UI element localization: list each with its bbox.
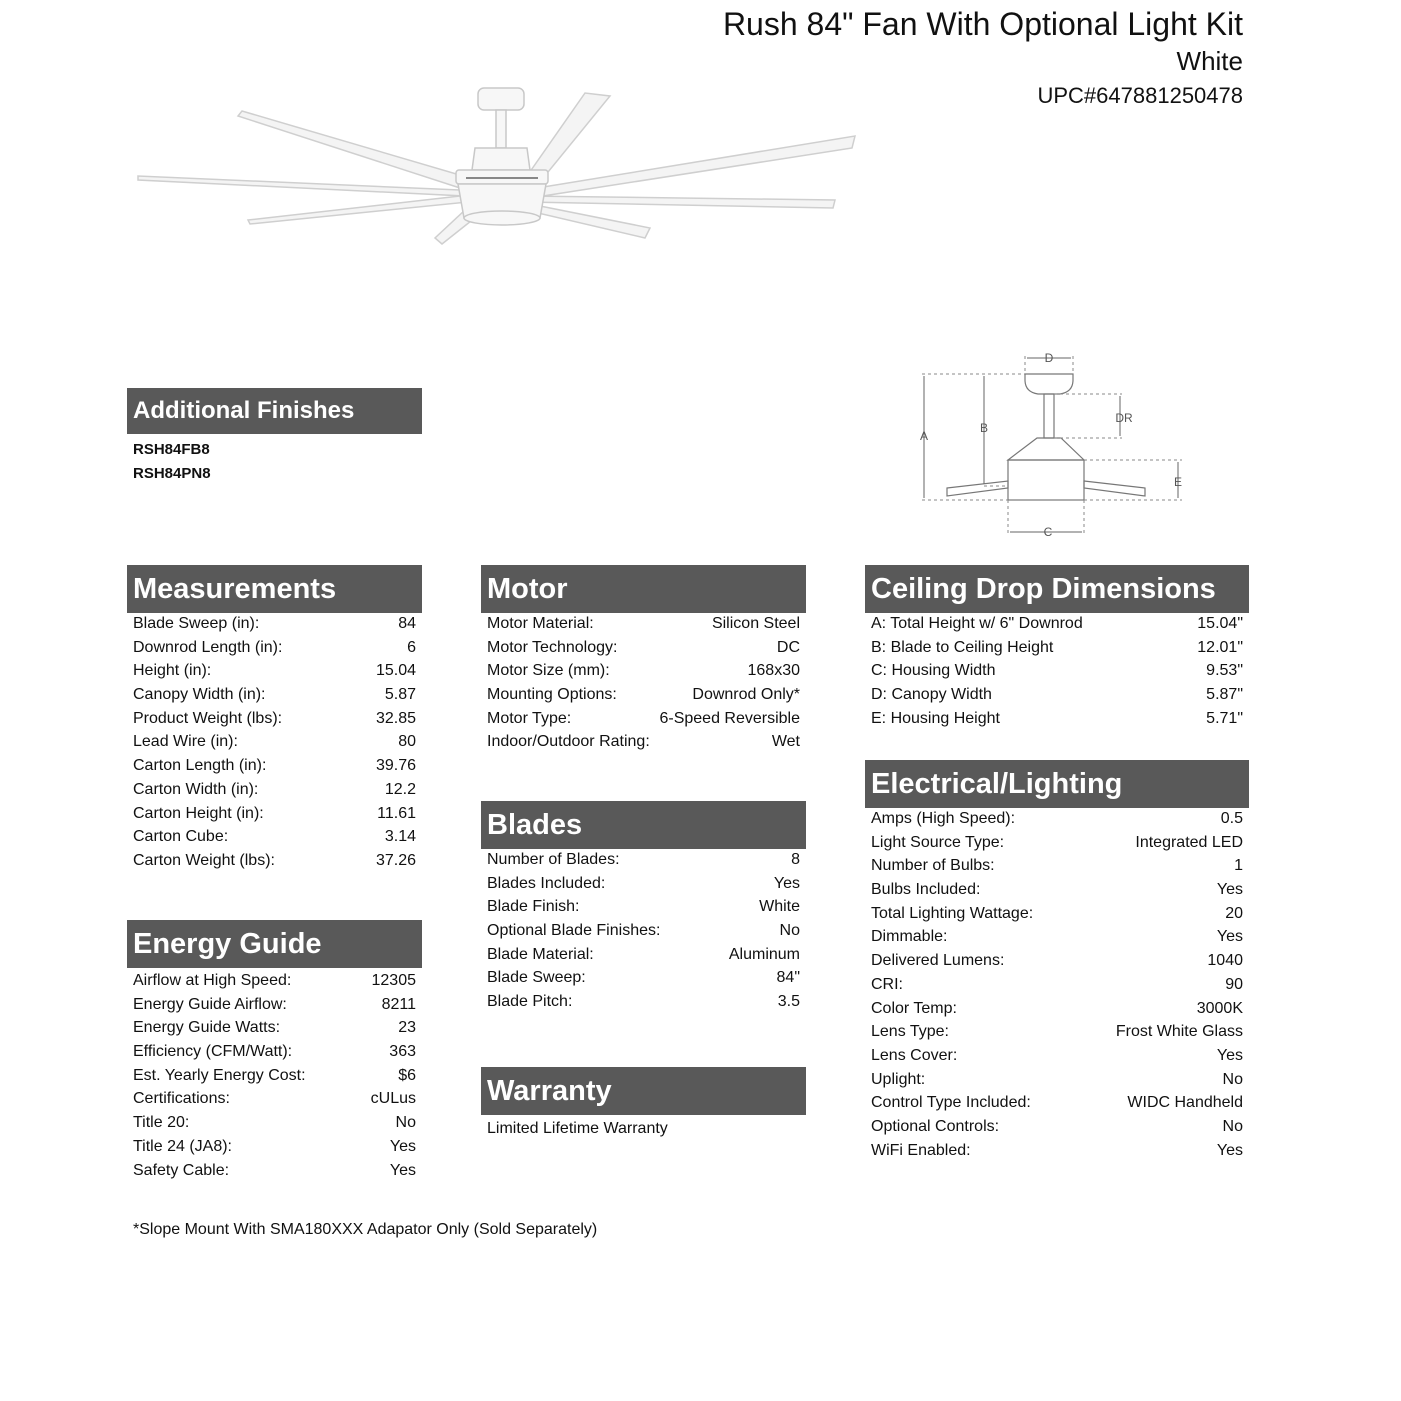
table-row [481, 636, 806, 660]
row-label: Carton Weight (lbs): [133, 851, 275, 869]
row-value: 84 [398, 615, 416, 632]
row-label: Safety Cable: [133, 1161, 230, 1179]
row-label: Blade Finish: [487, 898, 580, 916]
row-label: Bulbs Included: [871, 881, 981, 899]
row-value: cULus [370, 1090, 416, 1108]
product-finish: White [1176, 46, 1243, 76]
table-row [481, 707, 806, 731]
diagram-label-a: A [919, 429, 929, 443]
table-row [127, 707, 422, 731]
row-value: 5.71" [1206, 709, 1243, 727]
row-value: Integrated LED [1135, 833, 1243, 851]
row-label: Product Weight (lbs): [133, 709, 283, 727]
row-label: Certifications: [133, 1090, 230, 1108]
table-row [127, 1064, 422, 1088]
ceiling-drop-header: Ceiling Drop Dimensions [865, 565, 1249, 613]
table-row [481, 943, 806, 967]
row-value: Yes [389, 1161, 416, 1179]
row-label: Total Lighting Wattage: [871, 904, 1034, 922]
row-label: Energy Guide Watts: [133, 1019, 281, 1037]
row-value: Wet [771, 733, 800, 751]
additional-finishes-list [127, 438, 211, 486]
table-row [481, 872, 806, 896]
row-value: Yes [1216, 1046, 1243, 1064]
row-label: D: Canopy Width [871, 686, 992, 704]
table-row [865, 831, 1249, 855]
diagram-label-e: E [1173, 475, 1183, 489]
row-value: 8211 [381, 995, 416, 1013]
table-row [481, 612, 806, 636]
table-row [865, 1115, 1249, 1139]
table-row [865, 707, 1249, 731]
electrical-table [865, 807, 1249, 1162]
row-label: Optional Blade Finishes: [487, 922, 661, 940]
row-label: Motor Technology: [487, 638, 618, 656]
row-label: Number of Blades: [487, 851, 620, 868]
row-label: CRI: [871, 975, 903, 993]
table-row [865, 854, 1249, 878]
row-label: Mounting Options: [487, 686, 617, 704]
table-row [865, 807, 1249, 831]
table-row [865, 1020, 1249, 1044]
table-row [865, 902, 1249, 926]
row-value: 20 [1225, 904, 1243, 922]
table-row [127, 969, 422, 993]
table-row [127, 825, 422, 849]
table-row [127, 612, 422, 636]
measurements-header: Measurements [127, 565, 422, 613]
row-value: 37.26 [375, 851, 416, 869]
row-value: No [395, 1114, 416, 1132]
row-value: Yes [773, 874, 800, 892]
row-label: Amps (High Speed): [871, 810, 1016, 827]
row-label: A: Total Height w/ 6" Downrod [871, 615, 1083, 632]
measurements-table [127, 612, 422, 873]
row-value: No [1222, 1070, 1243, 1088]
row-value: 80 [398, 733, 416, 751]
row-label: Lens Cover: [871, 1046, 958, 1064]
row-label: Delivered Lumens: [871, 952, 1005, 970]
table-row [865, 683, 1249, 707]
row-value: Yes [1216, 1141, 1243, 1159]
row-value: 8 [791, 851, 800, 868]
electrical-header: Electrical/Lighting [865, 760, 1249, 808]
table-row [865, 659, 1249, 683]
row-label: Blade Sweep (in): [133, 615, 260, 632]
row-label: WiFi Enabled: [871, 1141, 971, 1159]
motor-table [481, 612, 806, 754]
row-label: Dimmable: [871, 928, 948, 946]
table-row [127, 1135, 422, 1159]
row-value: 11.61 [377, 804, 416, 822]
row-value: 0.5 [1220, 810, 1243, 827]
row-value: 23 [398, 1019, 416, 1037]
table-row [127, 778, 422, 802]
footnote: *Slope Mount With SMA180XXX Adapator Only (Sold Separately) [133, 1221, 598, 1238]
row-label: Motor Size (mm): [487, 662, 610, 680]
table-row [127, 1087, 422, 1111]
table-row [481, 683, 806, 707]
row-value: WIDC Handheld [1127, 1094, 1243, 1112]
product-upc: UPC#647881250478 [1037, 83, 1243, 108]
row-value: 12.01" [1197, 638, 1243, 656]
row-value: 90 [1225, 975, 1243, 993]
ceiling-drop-diagram [912, 348, 1202, 548]
row-label: Title 20: [133, 1114, 190, 1132]
table-row [481, 966, 806, 990]
table-row [127, 1040, 422, 1064]
row-label: Indoor/Outdoor Rating: [487, 733, 650, 751]
table-row [865, 1044, 1249, 1068]
table-row [865, 973, 1249, 997]
row-label: Optional Controls: [871, 1117, 1000, 1135]
row-label: Motor Type: [487, 709, 572, 727]
table-row [481, 848, 806, 872]
row-label: Lens Type: [871, 1023, 949, 1041]
row-label: Carton Width (in): [133, 780, 259, 798]
row-value: 9.53" [1206, 662, 1243, 680]
row-value: 6 [407, 638, 416, 656]
table-row [127, 659, 422, 683]
table-row [865, 878, 1249, 902]
row-value: 5.87 [384, 686, 416, 704]
row-label: Number of Bulbs: [871, 857, 995, 875]
row-value: 6-Speed Reversible [659, 709, 800, 727]
table-row [865, 997, 1249, 1021]
row-label: Carton Length (in): [133, 757, 267, 775]
table-row [127, 1159, 422, 1183]
warranty-header: Warranty [481, 1067, 806, 1115]
ceiling-drop-table [865, 612, 1249, 730]
row-value: 168x30 [747, 662, 800, 680]
diagram-label-d: D [1044, 351, 1054, 365]
row-value: 12305 [371, 972, 416, 989]
ceiling-fan-image [130, 78, 860, 258]
table-row [127, 993, 422, 1017]
row-label: Lead Wire (in): [133, 733, 238, 751]
table-row [127, 1111, 422, 1135]
table-row [865, 1139, 1249, 1163]
row-label: Blades Included: [487, 874, 606, 892]
table-row [865, 1091, 1249, 1115]
table-row [865, 612, 1249, 636]
row-value: 84" [776, 969, 800, 987]
row-value: 3000K [1196, 999, 1243, 1017]
row-label: Light Source Type: [871, 833, 1005, 851]
row-label: Canopy Width (in): [133, 686, 266, 704]
row-value: Yes [1216, 881, 1243, 899]
row-value: 1040 [1207, 952, 1243, 970]
table-row [865, 1068, 1249, 1092]
table-row [127, 802, 422, 826]
warranty-text: Limited Lifetime Warranty [487, 1120, 668, 1137]
row-label: Airflow at High Speed: [133, 972, 292, 989]
row-label: B: Blade to Ceiling Height [871, 638, 1054, 656]
table-row [127, 754, 422, 778]
row-label: Carton Height (in): [133, 804, 264, 822]
blades-header: Blades [481, 801, 806, 849]
additional-finishes-header: Additional Finishes [127, 388, 422, 434]
row-value: Yes [1216, 928, 1243, 946]
row-value: 39.76 [375, 757, 416, 775]
row-label: Motor Material: [487, 615, 594, 632]
table-row [127, 636, 422, 660]
energy-guide-table [127, 969, 422, 1182]
diagram-label-b: B [979, 421, 989, 435]
row-label: Blade Pitch: [487, 993, 573, 1011]
table-row [127, 1016, 422, 1040]
row-value: 15.04" [1197, 615, 1243, 632]
finish-item: RSH84FB8 [133, 441, 210, 458]
row-value: 12.2 [384, 780, 416, 798]
row-label: Uplight: [871, 1070, 926, 1088]
row-label: Color Temp: [871, 999, 957, 1017]
row-value: 1 [1234, 857, 1243, 875]
row-label: Efficiency (CFM/Watt): [133, 1043, 293, 1061]
row-label: Title 24 (JA8): [133, 1137, 232, 1155]
row-value: 5.87" [1206, 686, 1243, 704]
row-value: Yes [389, 1137, 416, 1155]
row-value: Aluminum [728, 945, 800, 963]
row-value: White [759, 898, 800, 916]
row-value: 363 [389, 1043, 416, 1061]
table-row [481, 730, 806, 754]
row-value: No [1222, 1117, 1243, 1135]
table-row [481, 659, 806, 683]
row-label: E: Housing Height [871, 709, 1000, 727]
table-row [127, 730, 422, 754]
diagram-label-dr: DR [1115, 411, 1133, 425]
finish-item: RSH84PN8 [133, 465, 211, 482]
table-row [481, 919, 806, 943]
motor-header: Motor [481, 565, 806, 613]
row-value: 32.85 [375, 709, 416, 727]
row-value: $6 [398, 1066, 416, 1084]
table-row [865, 925, 1249, 949]
table-row [127, 849, 422, 873]
table-row [481, 990, 806, 1014]
table-row [127, 683, 422, 707]
row-label: Control Type Included: [871, 1094, 1031, 1112]
row-value: No [779, 922, 800, 940]
energy-guide-header: Energy Guide [127, 920, 422, 968]
blades-table [481, 848, 806, 1014]
row-label: C: Housing Width [871, 662, 996, 680]
row-value: Silicon Steel [711, 615, 800, 632]
row-label: Energy Guide Airflow: [133, 995, 287, 1013]
row-label: Height (in): [133, 662, 212, 680]
row-value: 3.5 [777, 993, 800, 1011]
table-row [865, 636, 1249, 660]
table-row [865, 949, 1249, 973]
row-label: Blade Material: [487, 945, 594, 963]
row-value: 15.04 [375, 662, 416, 680]
product-name: Rush 84" Fan With Optional Light Kit [722, 6, 1243, 42]
row-value: Downrod Only* [692, 686, 800, 704]
row-label: Blade Sweep: [487, 969, 586, 987]
row-value: 3.14 [384, 828, 416, 846]
table-row [481, 895, 806, 919]
row-value: DC [776, 638, 800, 656]
row-value: Frost White Glass [1115, 1023, 1243, 1041]
row-label: Est. Yearly Energy Cost: [133, 1066, 306, 1084]
row-label: Downrod Length (in): [133, 638, 283, 656]
diagram-label-c: C [1043, 525, 1053, 539]
row-label: Carton Cube: [133, 828, 229, 846]
